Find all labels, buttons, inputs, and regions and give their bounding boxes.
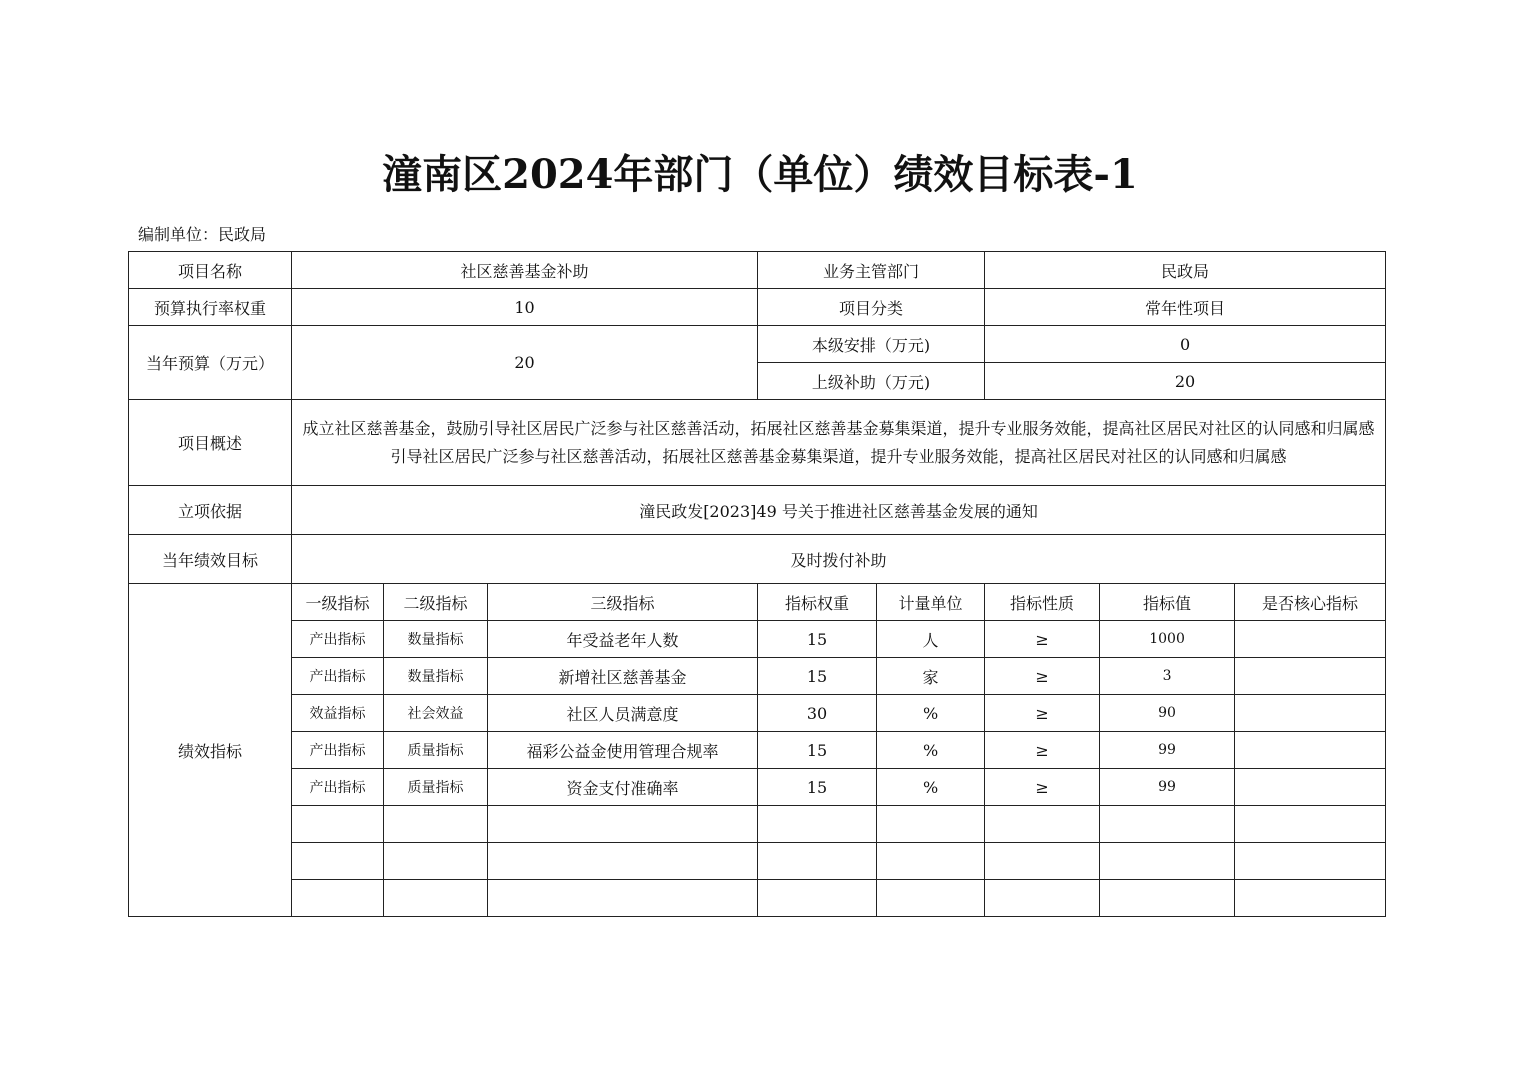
- empty-cell: [292, 843, 384, 880]
- empty-cell: [877, 806, 985, 843]
- value-local-arrangement: 0: [985, 326, 1386, 363]
- value-project-name: 社区慈善基金补助: [292, 252, 758, 289]
- indicator-weight: 15: [758, 658, 877, 695]
- empty-cell: [758, 843, 877, 880]
- row-annual-goal: [129, 535, 1386, 584]
- label-basis: 立项依据: [129, 486, 292, 535]
- row-budget-local: [129, 326, 1386, 363]
- indicator-weight: 30: [758, 695, 877, 732]
- empty-cell: [877, 880, 985, 917]
- empty-cell: [384, 880, 488, 917]
- table-row: [129, 695, 1386, 732]
- indicator-level2: 数量指标: [384, 621, 488, 658]
- table-row: [129, 769, 1386, 806]
- row-project-name: [129, 252, 1386, 289]
- empty-cell: [985, 806, 1100, 843]
- value-annual-goal: 及时拨付补助: [292, 535, 1386, 584]
- label-indicators: 绩效指标: [129, 584, 292, 917]
- indicator-level1: 产出指标: [292, 732, 384, 769]
- indicator-value: 1000: [1100, 621, 1235, 658]
- label-overview: 项目概述: [129, 400, 292, 486]
- empty-cell: [488, 806, 758, 843]
- value-department: 民政局: [985, 252, 1386, 289]
- empty-cell: [1100, 806, 1235, 843]
- indicator-level2: 数量指标: [384, 658, 488, 695]
- empty-cell: [985, 843, 1100, 880]
- row-overview: [129, 400, 1386, 486]
- value-budget-weight: 10: [292, 289, 758, 326]
- header-nature: 指标性质: [985, 584, 1100, 621]
- empty-cell: [1235, 843, 1386, 880]
- empty-cell: [488, 843, 758, 880]
- indicator-value: 90: [1100, 695, 1235, 732]
- indicator-level1: 效益指标: [292, 695, 384, 732]
- label-category: 项目分类: [758, 289, 985, 326]
- empty-cell: [384, 843, 488, 880]
- empty-cell: [1235, 806, 1386, 843]
- value-annual-budget: 20: [292, 326, 758, 400]
- indicator-weight: 15: [758, 732, 877, 769]
- indicator-unit: %: [877, 769, 985, 806]
- indicator-value: 3: [1100, 658, 1235, 695]
- empty-cell: [1100, 843, 1235, 880]
- label-superior-subsidy: 上级补助（万元): [758, 363, 985, 400]
- indicator-level2: 社会效益: [384, 695, 488, 732]
- row-budget-weight: [129, 289, 1386, 326]
- empty-cell: [758, 806, 877, 843]
- page-title: 潼南区2024年部门（单位）绩效目标表-1: [382, 151, 1138, 198]
- indicator-unit: %: [877, 695, 985, 732]
- empty-cell: [292, 880, 384, 917]
- label-project-name: 项目名称: [129, 252, 292, 289]
- header-unit: 计量单位: [877, 584, 985, 621]
- indicator-weight: 15: [758, 621, 877, 658]
- indicator-core: [1235, 769, 1386, 806]
- value-overview: 成立社区慈善基金，鼓励引导社区居民广泛参与社区慈善活动，拓展社区慈善基金募集渠道，提升专业服务效能，提高社区居民对社区的认同感和归属感引导社区居民广泛参与社区慈善活动，拓展社区慈善基金募集渠道，提升专业服务效能，提高社区居民对社区的认同感和归属感: [292, 400, 1386, 486]
- indicator-level1: 产出指标: [292, 621, 384, 658]
- indicator-level3: 社区人员满意度: [488, 695, 758, 732]
- indicator-level3: 资金支付准确率: [488, 769, 758, 806]
- indicator-level1: 产出指标: [292, 658, 384, 695]
- value-category: 常年性项目: [985, 289, 1386, 326]
- compiling-unit: 编制单位：民政局: [138, 225, 267, 244]
- indicator-unit: %: [877, 732, 985, 769]
- empty-cell: [488, 880, 758, 917]
- empty-cell: [1235, 880, 1386, 917]
- empty-cell: [292, 806, 384, 843]
- value-superior-subsidy: 20: [985, 363, 1386, 400]
- label-annual-goal: 当年绩效目标: [129, 535, 292, 584]
- indicator-core: [1235, 732, 1386, 769]
- indicator-core: [1235, 621, 1386, 658]
- indicator-core: [1235, 658, 1386, 695]
- label-department: 业务主管部门: [758, 252, 985, 289]
- label-annual-budget: 当年预算（万元）: [129, 326, 292, 400]
- header-level2: 二级指标: [384, 584, 488, 621]
- header-level3: 三级指标: [488, 584, 758, 621]
- empty-cell: [758, 880, 877, 917]
- indicator-unit: 家: [877, 658, 985, 695]
- empty-row: [129, 880, 1386, 917]
- indicator-level3: 年受益老年人数: [488, 621, 758, 658]
- header-core: 是否核心指标: [1235, 584, 1386, 621]
- empty-row: [129, 843, 1386, 880]
- indicator-level1: 产出指标: [292, 769, 384, 806]
- empty-cell: [1100, 880, 1235, 917]
- indicator-header-row: [129, 584, 1386, 621]
- indicator-core: [1235, 695, 1386, 732]
- header-weight: 指标权重: [758, 584, 877, 621]
- header-level1: 一级指标: [292, 584, 384, 621]
- indicator-weight: 15: [758, 769, 877, 806]
- indicator-value: 99: [1100, 732, 1235, 769]
- empty-cell: [877, 843, 985, 880]
- empty-cell: [384, 806, 488, 843]
- table-row: [129, 732, 1386, 769]
- value-basis: 潼民政发[2023]49 号关于推进社区慈善基金发展的通知: [292, 486, 1386, 535]
- indicator-nature: ≥: [985, 769, 1100, 806]
- indicator-nature: ≥: [985, 621, 1100, 658]
- empty-row: [129, 806, 1386, 843]
- label-local-arrangement: 本级安排（万元): [758, 326, 985, 363]
- indicator-unit: 人: [877, 621, 985, 658]
- performance-table: [128, 251, 1386, 917]
- indicator-level2: 质量指标: [384, 732, 488, 769]
- indicator-level2: 质量指标: [384, 769, 488, 806]
- table-row: [129, 621, 1386, 658]
- indicator-nature: ≥: [985, 658, 1100, 695]
- header-value: 指标值: [1100, 584, 1235, 621]
- label-budget-weight: 预算执行率权重: [129, 289, 292, 326]
- row-basis: [129, 486, 1386, 535]
- indicator-level3: 新增社区慈善基金: [488, 658, 758, 695]
- table-row: [129, 658, 1386, 695]
- indicator-level3: 福彩公益金使用管理合规率: [488, 732, 758, 769]
- indicator-nature: ≥: [985, 695, 1100, 732]
- indicator-value: 99: [1100, 769, 1235, 806]
- indicator-nature: ≥: [985, 732, 1100, 769]
- empty-cell: [985, 880, 1100, 917]
